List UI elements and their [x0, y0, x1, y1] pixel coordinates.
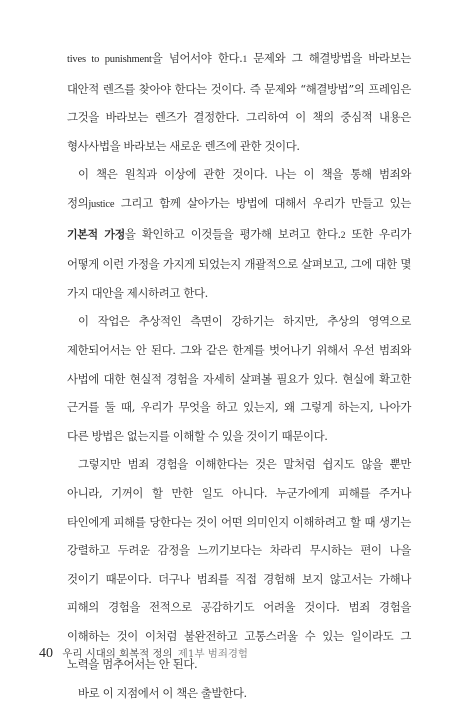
book-title: 우리 시대의 회복적 정의 [62, 648, 173, 660]
paragraph-4: 그렇지만 범죄 경험을 이해한다는 것은 말처럼 쉽지도 않을 뿐만 아니라, 기꺼이 할 만한 일도 아니다. 누군가에게 피해를 주거나 타인에게 피해를 당한다는 것이 어떤 의미인지 이해하려고 할 때 생기는 강렬하고 두려운 감정을 느끼기보다는 차라리 무시하는 편이 나을 것이기 때문이다. 더구나 범죄를 직접 경험해 보지 않고서는 가해나 피해의 경험을 전적으로 공감하기도 어려울 것이다. 범죄 경험을 이해하는 것이 이처럼 불완전하고 고통스러울 수 있는 일이라도 그 노력을 멈추어서는 안 된다. [67, 457, 411, 672]
emphasis-text: 기본적 가정 [67, 227, 125, 241]
paragraph-2: 이 책은 원칙과 이상에 관한 것이다. 나는 이 책을 통해 범죄와 정의justice 그리고 함께 살아가는 방법에 대해서 우리가 만들고 있는 기본적 가정을 확인하고 이것들을 평가해 보려고 한다.2 또한 우리가 어떻게 이런 가정을 가지게 되었는지 개괄적으로 살펴보고, 그에 대한 몇 가지 대안을 제시하려고 한다. [67, 167, 412, 300]
paragraph-3: 이 작업은 추상적인 측면이 강하기는 하지만, 추상의 영역으로 제한되어서는 안 된다. 그와 같은 한계를 벗어나기 위해서 우선 범죄와 사법에 대한 현실적 경험을 자세히 살펴볼 필요가 있다. 현실에 확고한 근거를 둘 때, 우리가 무엇을 하고 있는지, 왜 그렇게 하는지, 나아가 다른 방법은 없는지를 이해할 수 있을 것이기 때문이다. [67, 314, 411, 443]
page-number: 40 [39, 646, 53, 661]
body-text [67, 44, 411, 708]
footnote-marker: 1 [242, 55, 247, 65]
latin-gloss: justice [88, 198, 115, 210]
part-title: 제1부 범죄경험 [177, 648, 248, 660]
paragraph-5: 바로 이 지점에서 이 책은 출발한다. [78, 686, 247, 701]
footnote-marker: 2 [340, 230, 346, 241]
latin-fragment: tives to punishment [67, 54, 152, 65]
paragraph-1: tives to punishment을 넘어서야 한다.1 문제와 그 해결방법을 바라보는 대안적 렌즈를 찾아야 한다는 것이다. 즉 문제와 “해결방법”의 프레임은 그것을 바라보는 렌즈가 결정한다. 그리하여 이 책의 중심적 내용은 형사사법을 바라보는 새로운 렌즈에 관한 것이다. [67, 51, 412, 153]
footer-separator: _ [172, 648, 178, 660]
running-footer [39, 645, 248, 662]
